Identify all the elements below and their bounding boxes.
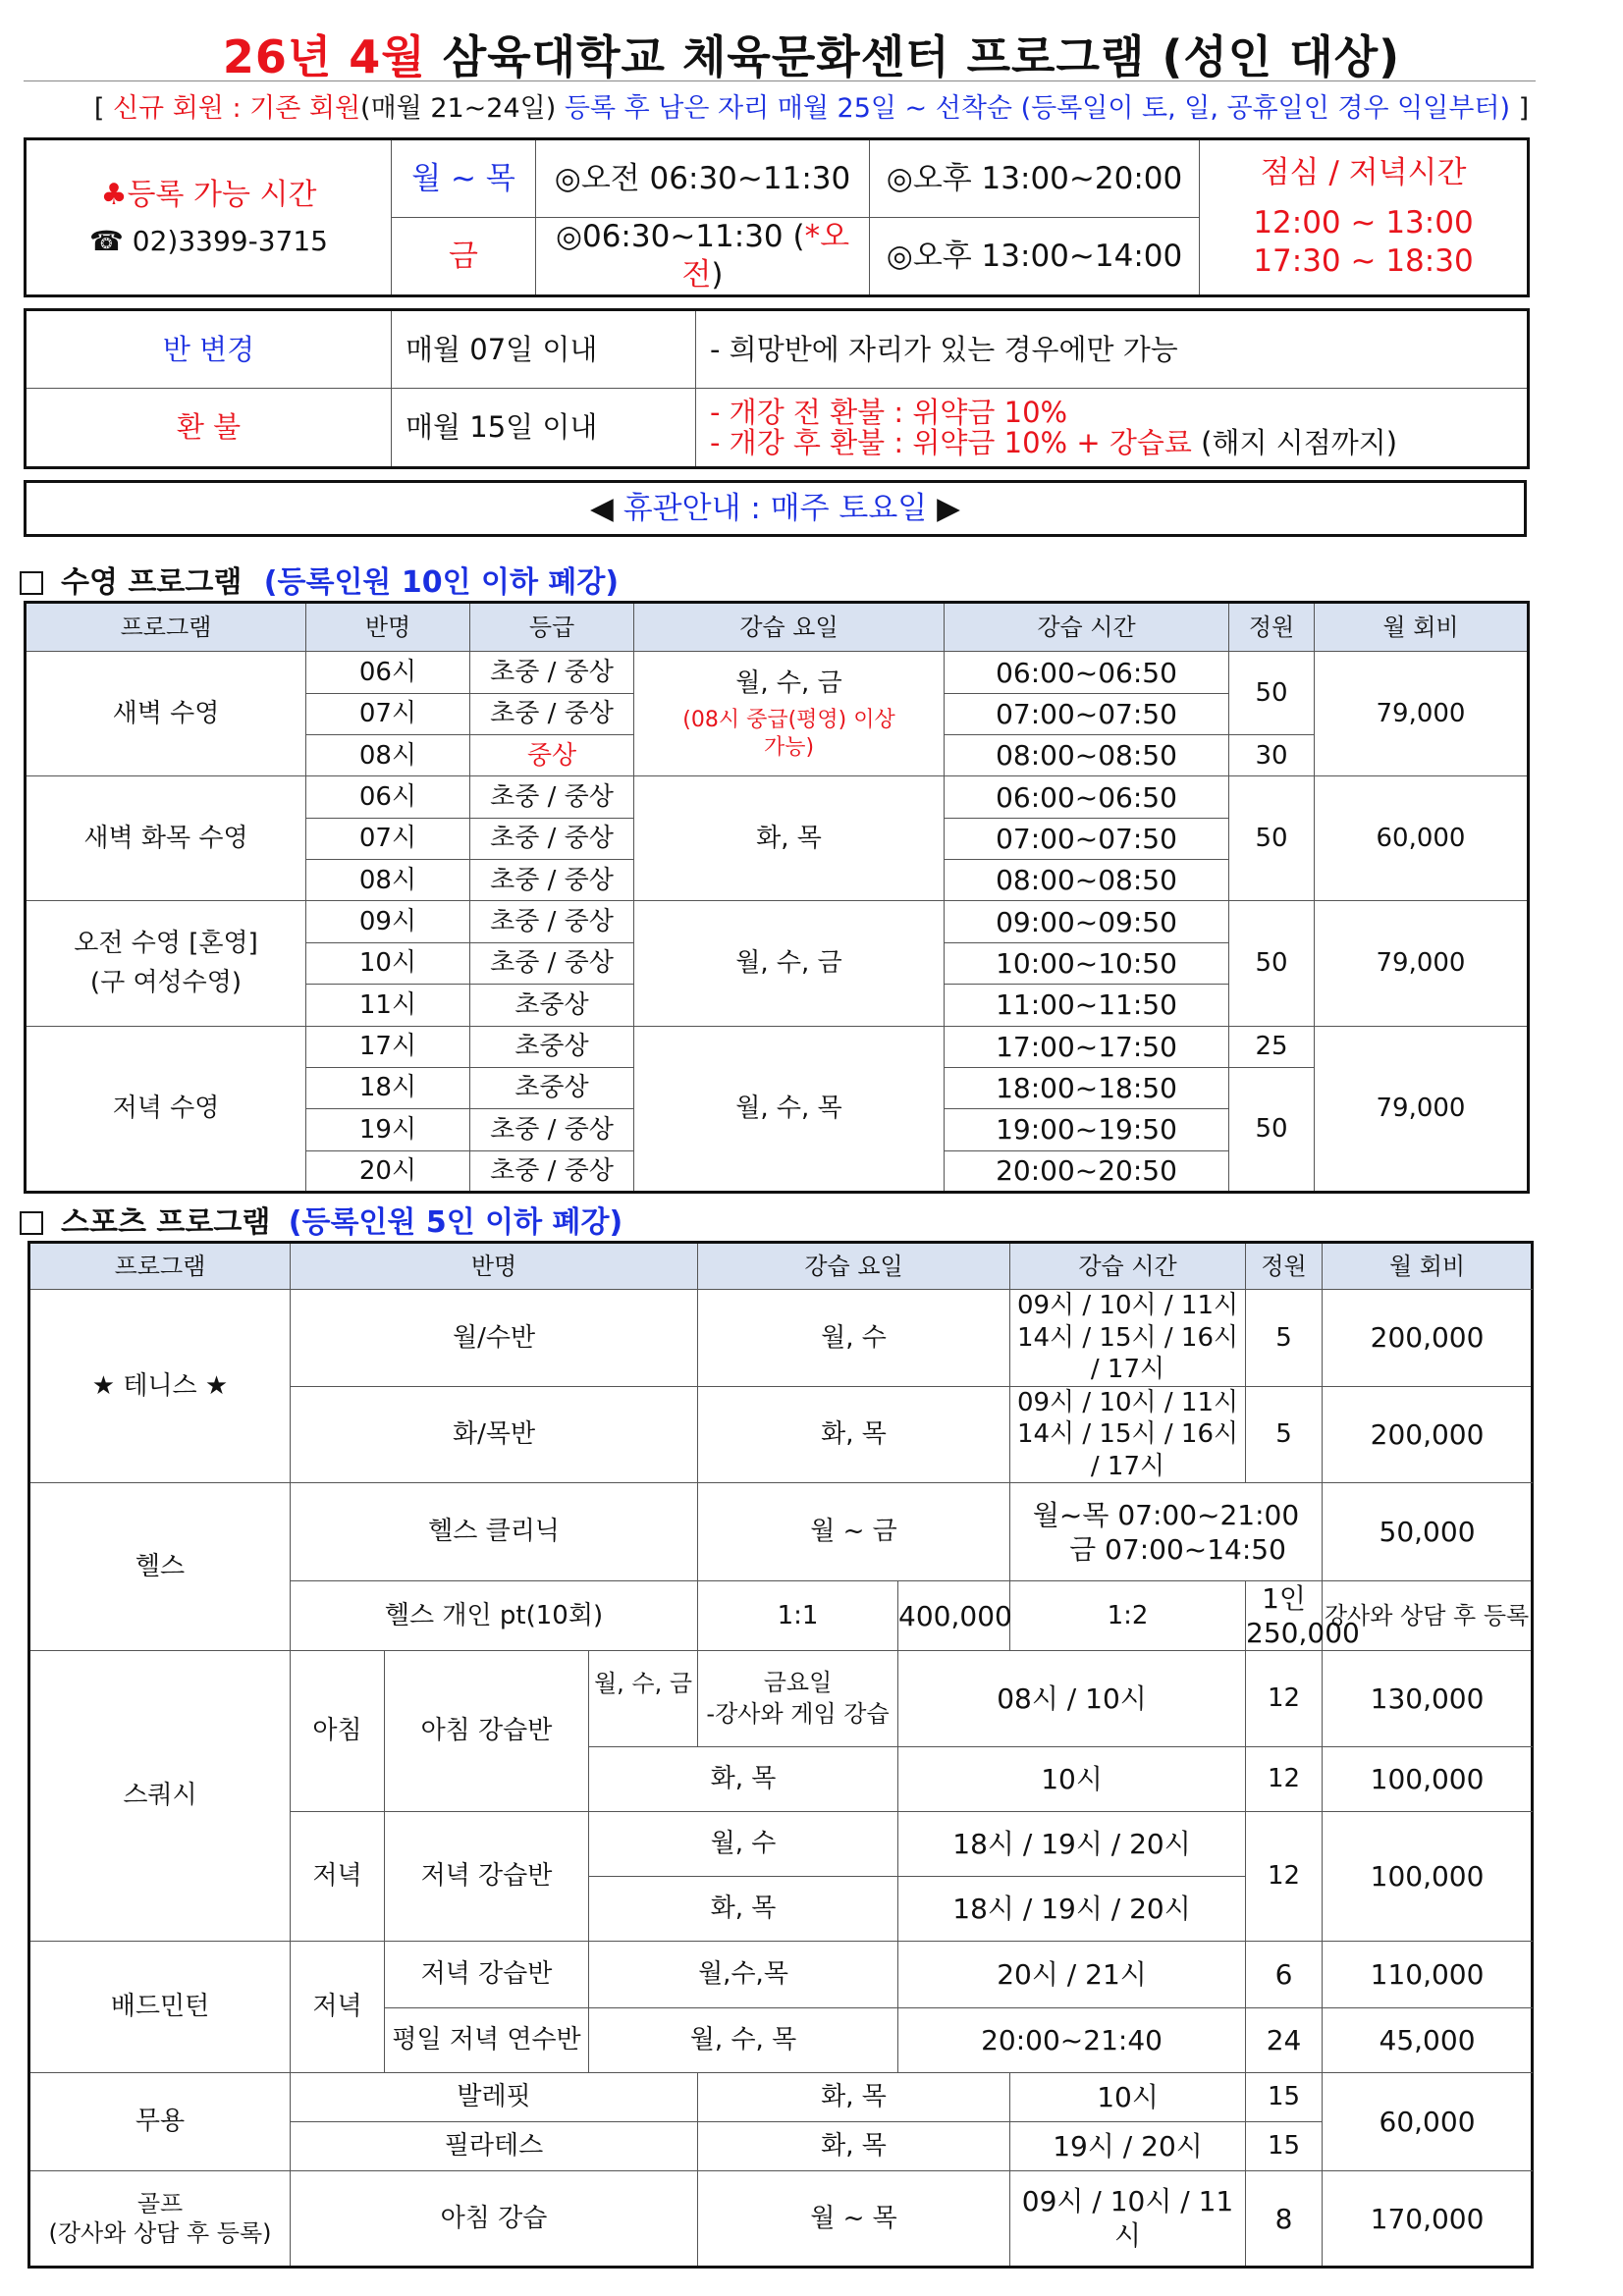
sports-header-time: 강습 시간 <box>1010 1243 1246 1290</box>
table-row: 새벽 수영 06시 초중 / 중상 월, 수, 금 (08시 중급(평영) 이상 가능) 06:00~06:50 50 79,000 <box>26 652 1529 693</box>
sports-note: (등록인원 5인 이하 폐강) <box>288 1205 623 1240</box>
swim-header-level: 등급 <box>470 603 634 652</box>
table-row: 저녁 저녁 강습반 월, 수 18시 / 19시 / 20시 12 100,000 <box>29 1812 1533 1877</box>
health-name: 헬스 <box>29 1483 291 1651</box>
program-days: 화, 목 <box>634 776 945 901</box>
left-arrow-icon: ◀ <box>590 491 614 526</box>
checkbox-icon <box>20 1211 43 1235</box>
fri-am: ◎06:30~11:30 (*오전) <box>536 218 870 296</box>
class-change-deadline: 매월 07일 이내 <box>392 310 696 389</box>
table-row: 무용 발레핏 화, 목 10시 15 60,000 <box>29 2073 1533 2122</box>
table-row: 10시 초중 / 중상 10:00~10:50 <box>26 942 1529 984</box>
notice-part1: 신규 회원 : 기존 회원 <box>112 93 361 124</box>
phone-icon: ☎ <box>89 224 133 257</box>
program-fee: 60,000 <box>1315 776 1529 901</box>
sports-title: 스포츠 프로그램 <box>61 1205 271 1240</box>
sports-header-days: 강습 요일 <box>698 1243 1010 1290</box>
program-name: 저녁 수영 <box>26 1026 306 1193</box>
phone-number: 02)3399-3715 <box>132 224 328 257</box>
swim-title: 수영 프로그램 <box>61 565 243 600</box>
registration-label-cell: ♣등록 가능 시간 ☎ 02)3399-3715 <box>26 139 392 296</box>
title-divider <box>24 80 1536 81</box>
table-row: 스쿼시 아침 아침 강습반 월, 수, 금 금요일 -강사와 게임 강습 08시 / 10시 12 130,000 <box>29 1651 1533 1747</box>
mon-thu-label: 월 ~ 목 <box>392 139 536 218</box>
table-row: 19시 초중 / 중상 19:00~19:50 <box>26 1109 1529 1150</box>
sports-header-capacity: 정원 <box>1246 1243 1323 1290</box>
swim-table <box>24 601 1530 1194</box>
table-row: 저녁 수영 17시 초중상 월, 수, 목 17:00~17:50 25 79,000 <box>26 1026 1529 1067</box>
table-row: 07시 초중 / 중상 07:00~07:50 <box>26 693 1529 734</box>
program-days: 월, 수, 목 <box>634 1026 945 1193</box>
swim-header-program: 프로그램 <box>26 603 306 652</box>
program-fee: 79,000 <box>1315 901 1529 1026</box>
refund-desc: - 개강 전 환불 : 위약금 10% - 개강 후 환불 : 위약금 10% + 강습료 (해지 시점까지) <box>696 389 1529 468</box>
notice-part2: (매월 21~24일) <box>360 93 557 124</box>
badminton-name: 배드민턴 <box>29 1942 291 2073</box>
table-row: 20시 초중 / 중상 20:00~20:50 <box>26 1150 1529 1192</box>
closure-notice <box>24 480 1527 537</box>
table-row: 배드민턴 저녁 저녁 강습반 월,수,목 20시 / 21시 6 110,000 <box>29 1942 1533 2008</box>
sports-table <box>27 1241 1534 2269</box>
swim-header-class: 반명 <box>306 603 470 652</box>
table-row: 필라테스 화, 목 19시 / 20시 15 <box>29 2122 1533 2171</box>
program-days: 월, 수, 금 <box>634 901 945 1026</box>
swim-header-fee: 월 회비 <box>1315 603 1529 652</box>
class-change-desc: - 희망반에 자리가 있는 경우에만 가능 <box>696 310 1529 389</box>
mon-thu-am: ◎오전 06:30~11:30 <box>536 139 870 218</box>
refund-label: 환 불 <box>26 389 392 468</box>
swim-section-heading <box>20 558 619 601</box>
table-row: 08시 중상 08:00~08:50 30 <box>26 735 1529 776</box>
break-times: 점심 / 저녁시간 12:00 ~ 13:00 17:30 ~ 18:30 <box>1200 139 1529 296</box>
dance-name: 무용 <box>29 2073 291 2171</box>
program-days: 월, 수, 금 (08시 중급(평영) 이상 가능) <box>634 652 945 776</box>
class-change-label: 반 변경 <box>26 310 392 389</box>
swim-header-capacity: 정원 <box>1229 603 1315 652</box>
title-text: 삼육대학교 체육문화센터 프로그램 (성인 대상) <box>442 30 1401 83</box>
page-title <box>0 22 1623 86</box>
change-refund-table <box>24 308 1530 469</box>
club-icon: ♣ <box>100 178 128 213</box>
table-row: 헬스 헬스 클리닉 월 ~ 금 월~목 07:00~21:00 금 07:00~14:50 50,000 <box>29 1483 1533 1581</box>
table-row: 화, 목 18시 / 19시 / 20시 <box>29 1877 1533 1942</box>
registration-hours-table <box>24 137 1530 297</box>
swim-note: (등록인원 10인 이하 폐강) <box>263 565 620 600</box>
program-name: 새벽 화목 수영 <box>26 776 306 901</box>
sports-header-program: 프로그램 <box>29 1243 291 1290</box>
checkbox-icon <box>20 571 43 595</box>
program-fee: 79,000 <box>1315 1026 1529 1193</box>
sports-header-fee: 월 회비 <box>1323 1243 1533 1290</box>
table-row: 화/목반 화, 목 09시 / 10시 / 11시 14시 / 15시 / 16시 / 17시 5 200,000 <box>29 1386 1533 1483</box>
table-row: 평일 저녁 연수반 월, 수, 목 20:00~21:40 24 45,000 <box>29 2008 1533 2073</box>
notice-part3: 등록 후 남은 자리 매월 25일 ~ 선착순 (등록일이 토, 일, 공휴일인 경우 익일부터) <box>564 93 1511 124</box>
program-fee: 79,000 <box>1315 652 1529 776</box>
refund-deadline: 매월 15일 이내 <box>392 389 696 468</box>
tennis-name: ★ 테니스 ★ <box>29 1290 291 1483</box>
table-row: 새벽 화목 수영 06시 초중 / 중상 화, 목 06:00~06:50 50 60,000 <box>26 776 1529 818</box>
table-row: 07시 초중 / 중상 07:00~07:50 <box>26 818 1529 859</box>
swim-header-time: 강습 시간 <box>945 603 1229 652</box>
title-month: 26년 4월 <box>222 30 426 83</box>
program-name: 새벽 수영 <box>26 652 306 776</box>
swim-header-days: 강습 요일 <box>634 603 945 652</box>
registration-notice: [ 신규 회원 : 기존 회원(매월 21~24일) 등록 후 남은 자리 매월 25일 ~ 선착순 (등록일이 토, 일, 공휴일인 경우 익일부터) ] <box>93 93 1530 124</box>
table-row: 08시 초중 / 중상 08:00~08:50 <box>26 860 1529 901</box>
table-row: 18시 초중상 18:00~18:50 50 <box>26 1067 1529 1108</box>
golf-name: 골프 (강사와 상담 후 등록) <box>29 2171 291 2268</box>
table-row: 화, 목 10시 12 100,000 <box>29 1747 1533 1812</box>
squash-name: 스쿼시 <box>29 1651 291 1942</box>
mon-thu-pm: ◎오후 13:00~20:00 <box>870 139 1200 218</box>
table-row: 오전 수영 [혼영] (구 여성수영) 09시 초중 / 중상 월, 수, 금 09:00~09:50 50 79,000 <box>26 901 1529 942</box>
table-row: 11시 초중상 11:00~11:50 <box>26 985 1529 1026</box>
table-row: ★ 테니스 ★ 월/수반 월, 수 09시 / 10시 / 11시 14시 / 15시 / 16시 / 17시 5 200,000 <box>29 1290 1533 1387</box>
sports-header-class: 반명 <box>291 1243 698 1290</box>
sports-section-heading <box>20 1198 622 1241</box>
program-name: 오전 수영 [혼영] (구 여성수영) <box>26 901 306 1026</box>
table-row: 골프 (강사와 상담 후 등록) 아침 강습 월 ~ 목 09시 / 10시 / 11시 8 170,000 <box>29 2171 1533 2268</box>
table-row: 헬스 개인 pt(10회) 1:1 400,000 1:2 1인 250,000 강사와 상담 후 등록 <box>29 1581 1533 1651</box>
right-arrow-icon: ▶ <box>937 491 960 526</box>
fri-pm: ◎오후 13:00~14:00 <box>870 218 1200 296</box>
closure-label: 휴관안내 : 매주 토요일 <box>622 491 928 526</box>
fri-label: 금 <box>392 218 536 296</box>
